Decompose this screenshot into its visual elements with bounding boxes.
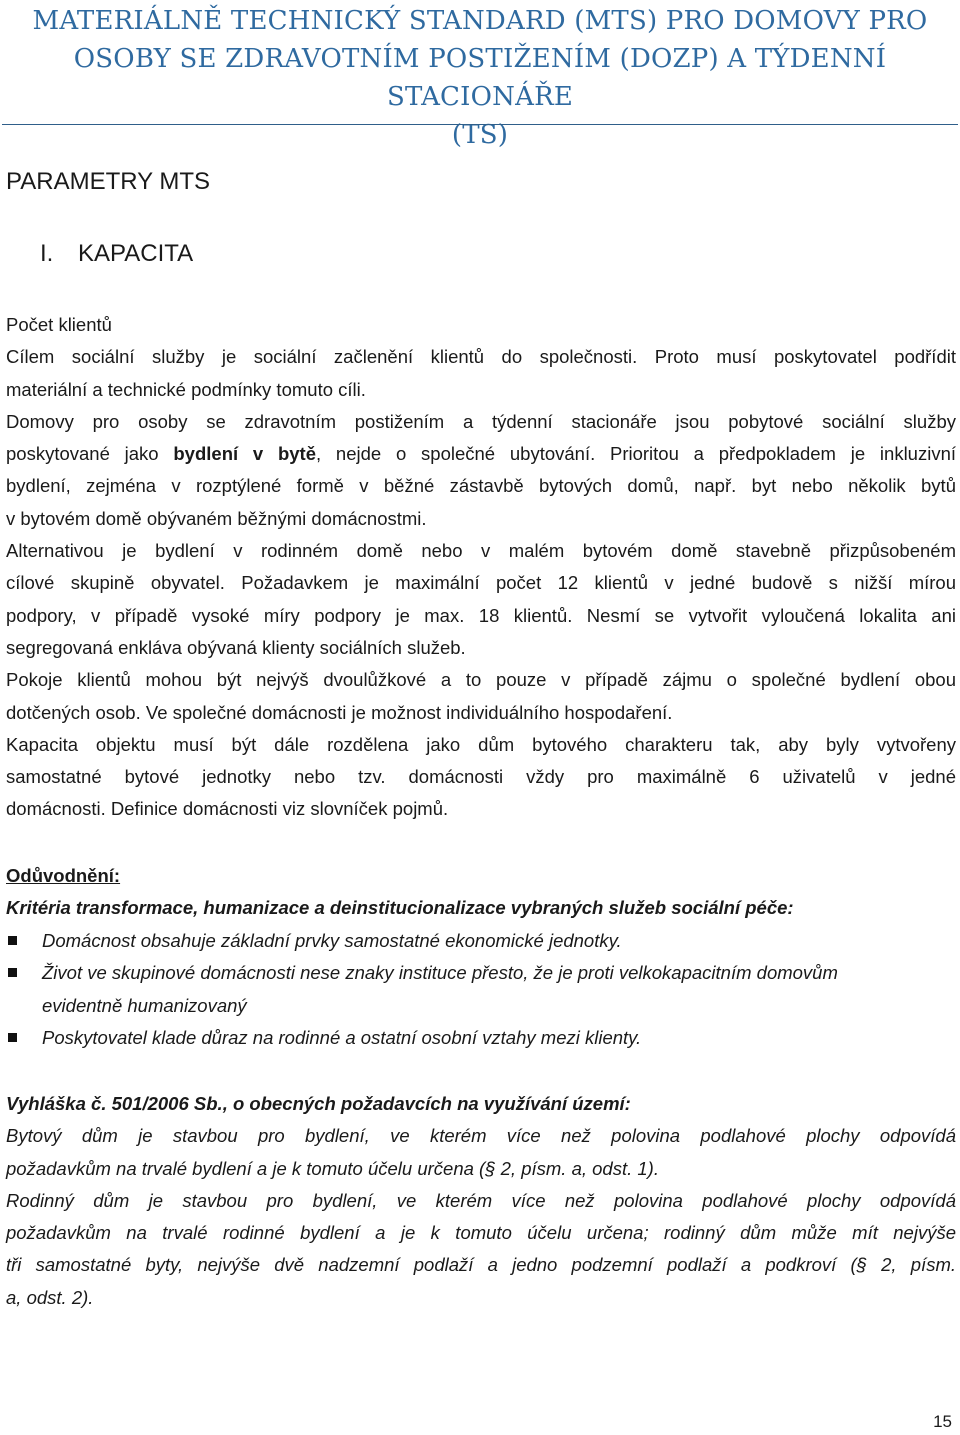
paragraph-line: podpory, v případě vysoké míry podpory je max. 18 klientů. Nesmí se vytvořit vyloučená lokalita ani (6, 604, 956, 626)
title-line: OSOBY SE ZDRAVOTNÍM POSTIŽENÍM (DOZP) A TÝDENNÍ STACIONÁŘE (73, 44, 887, 112)
paragraph-line: Domovy pro osoby se zdravotním postižením a týdenní stacionáře jsou pobytové sociální služby (6, 410, 956, 432)
list-item (6, 925, 956, 957)
paragraph-line: v bytovém domě obývaném běžnými domácnostmi. (6, 507, 427, 529)
paragraph-line: bydlení, zejména v rozptýlené formě v běžné zástavbě bytových domů, např. byt nebo několik bytů (6, 475, 956, 497)
decree-line: Rodinný dům je stavbou pro bydlení, ve kterém více než polovina podlahové plochy odpovídá (6, 1189, 956, 1211)
title-line: (TS) (451, 120, 509, 150)
decree-block (6, 1088, 956, 1314)
criteria-heading: Kritéria transformace, humanizace a deinstitucionalizace vybraných služeb sociální péče: (6, 897, 794, 919)
list-item-text: Domácnost obsahuje základní prvky samostatné ekonomické jednotky. (42, 930, 622, 951)
section-heading (40, 240, 193, 268)
justification-label: Odůvodnění: (6, 865, 121, 886)
list-item (6, 1022, 956, 1054)
decree-heading (6, 1088, 956, 1120)
decree-line: tři samostatné byty, nejvýše dvě nadzemní podlaží a jedno podzemní podlaží a podkroví (§ 2, písm. (6, 1254, 956, 1276)
square-bullet-icon (8, 936, 17, 945)
square-bullet-icon (8, 968, 17, 977)
decree-title: , o obecných požadavcích na využívání území: (222, 1093, 631, 1114)
title-divider (2, 124, 958, 125)
paragraph-line: dotčených osob. Ve společné domácnosti je možnost individuálního hospodaření. (6, 701, 673, 723)
paragraph-line: cílové skupině obyvatel. Požadavkem je maximální počet 12 klientů v jedné budově s nižší mírou (6, 572, 956, 594)
justification-block (6, 860, 956, 925)
list-item-text: evidentně humanizovaný (42, 994, 247, 1016)
list-item-text: Poskytovatel klade důraz na rodinné a ostatní osobní vztahy mezi klienty. (42, 1026, 642, 1048)
paragraph-line-mixed (6, 438, 956, 470)
main-heading: PARAMETRY MTS (6, 168, 211, 195)
decree-line: požadavkům na trvalé bydlení a je k tomuto účelu určena (§ 2, písm. a, odst. 1). (6, 1157, 659, 1179)
section-number: I. (40, 240, 54, 267)
list-item-text: Život ve skupinové domácnosti nese znaky instituce přesto, že je proti velkokapacitním domovům (42, 962, 838, 984)
decree-line: a, odst. 2). (6, 1286, 94, 1308)
square-bullet-icon (8, 1033, 17, 1042)
decree-line: Bytový dům je stavbou pro bydlení, ve kterém více než polovina podlahové plochy odpovídá (6, 1125, 956, 1147)
paragraph-line: samostatné bytové jednotky nebo tzv. domácnosti vždy pro maximálně 6 uživatelů v jedné (6, 766, 956, 788)
text-run: poskytované jako (6, 443, 174, 465)
list-item (6, 957, 956, 1022)
paragraph-line: Cílem sociální služby je sociální začlenění klientů do společnosti. Proto musí poskytovatel podřídit (6, 346, 956, 368)
main-text-block (6, 309, 956, 826)
text-run: , nejde o společné ubytování. Prioritou a předpokladem je inkluzivní (316, 443, 957, 465)
criteria-list (6, 925, 956, 1054)
paragraph-line: Pokoje klientů mohou být nejvýš dvoulůžkové a to pouze v případě zájmu o společné bydlení obou (6, 669, 956, 691)
paragraph-line: materiální a technické podmínky tomuto cíli. (6, 378, 366, 400)
emphasis-bold: bydlení v bytě (173, 443, 317, 465)
paragraph-line: Kapacita objektu musí být dále rozdělena jako dům bytového charakteru tak, aby byly vytvořeny (6, 733, 956, 755)
page-number: 15 (933, 1412, 952, 1431)
decree-line: požadavkům na trvalé rodinné bydlení a je k tomuto účelu určena; rodinný dům může mít nejvýše (6, 1222, 956, 1244)
paragraph-line: segregovaná enkláva obývaná klienty sociálních služeb. (6, 636, 466, 658)
paragraph-line: domácnosti. Definice domácnosti viz slovníček pojmů. (6, 798, 449, 820)
document-title (0, 2, 960, 154)
paragraph-line: Alternativou je bydlení v rodinném domě nebo v malém bytovém domě stavebně přizpůsobeném (6, 540, 956, 562)
subheading: Počet klientů (6, 314, 112, 335)
title-line: MATERIÁLNĚ TECHNICKÝ STANDARD (MTS) PRO DOMOVY PRO (32, 6, 928, 36)
section-title: KAPACITA (78, 240, 194, 267)
decree-citation: Vyhláška č. 501/2006 Sb. (6, 1093, 223, 1114)
